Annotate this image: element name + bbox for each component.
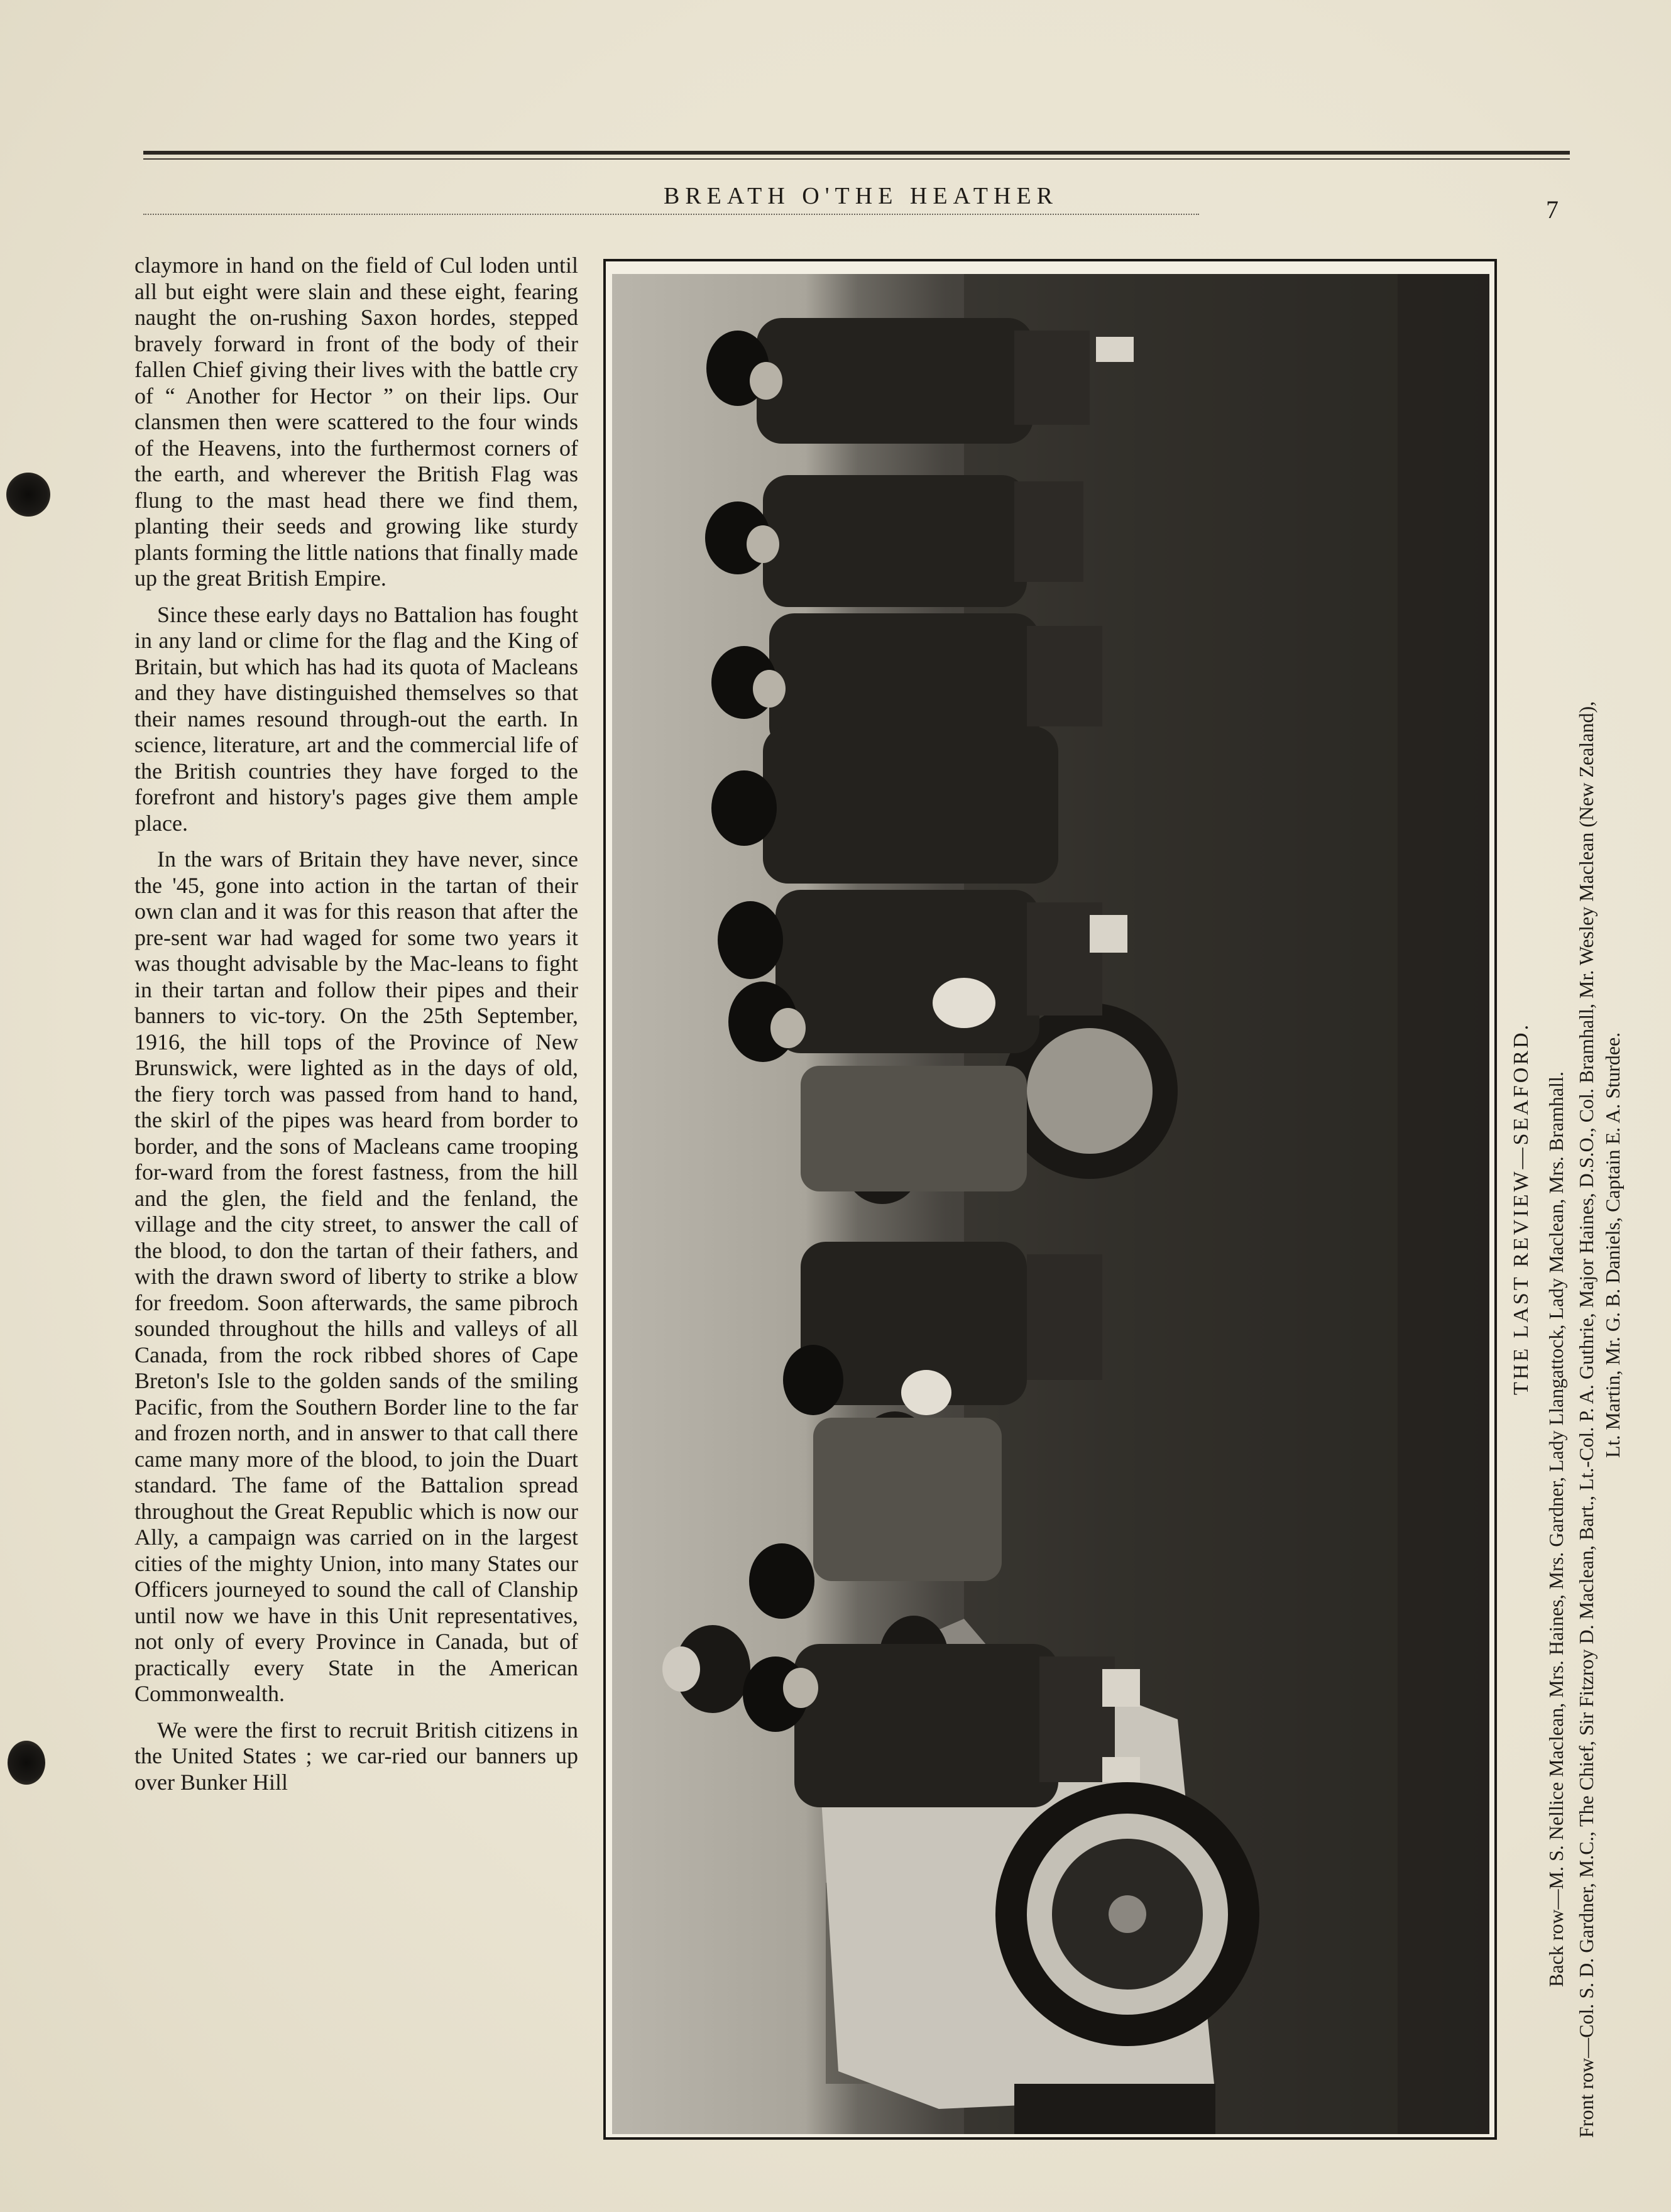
running-head: BREATH O'THE HEATHER — [663, 183, 1059, 209]
paragraph-3: In the wars of Britain they have never, since the '45, gone into action in the tartan of their own clan and it was for this reason that after the pre-sent war had waged for some two years it was thought advisable by the Mac-leans to fight in their tartan and follow their pipes and their banners to vic-tory. On the 25th September, 1916, the hill tops of the Province of New Brunswick, were lighted as in the days of old, the fiery torch was passed from hand to hand, the skirl of the pipes was heard from border to border, and the sons of Macleans came trooping for-ward from the forest fastness, from the hill and the glen, the field and the fenland, the village and the city street, to answer the call of the blood, to don the tartan of their fathers, and with the drawn sword of liberty to strike a blow for freedom. Soon afterwards, the same pibroch sounded throughout the hills and valleys of all Canada, from the rock ribbed shores of Cape Breton's Isle to the golden sands of the smiling Pacific, from the Southern Border line to the far and frozen north, and in answer to that call there came many more of the blood, to join the Duart standard. The fame of the Battalion spread throughout the Great Republic which is now our Ally, a campaign was carried on in the largest cities of the mighty Union, into many States our Officers journeyed to sound the call of Clanship until now we have in this Unit representatives, not only of every Province in Canada, but of practically every State in the American Commonwealth. — [134, 846, 578, 1706]
caption-front-row: Front row—Col. S. D. Gardner, M.C., The Chief, Sir Fitzroy D. Maclean, Bart., Lt.-Col. P. A. Guthrie, Major Haines, D.S.O., Col. Bramhall, Mr. Wesley Maclean (New Zealand), — [1575, 701, 1597, 2138]
paragraph-4: We were the first to recruit British citizens in the United States ; we car-ried our banners up over Bunker Hill — [134, 1717, 578, 1795]
paragraph-1: claymore in hand on the field of Cul loden until all but eight were slain and these eight, fearing naught the on-rushing Saxon hordes, stepped bravely forward in front of the body of their fallen Chief giving their lives with the battle cry of “ Another for Hector ” on their lips. Our clansmen then were scattered to the four winds of the Heavens, into the furthermost corners of the earth, and wherever the British Flag was flung to the mast head there we find them, planting their seeds and growing like sturdy plants forming the little nations that finally made up the great British Empire. — [134, 253, 578, 591]
page-number: 7 — [1546, 195, 1559, 224]
caption-back-row: Back row—M. S. Nellice Maclean, Mrs. Haines, Mrs. Gardner, Lady Llangattock, Lady Maclean, Mrs. Bramhall. — [1545, 1071, 1567, 1987]
caption-front-row-cont: Lt. Martin, Mr. G. B. Daniels, Captain E. A. Sturdee. — [1601, 1032, 1624, 1458]
header-rule-thin — [143, 158, 1570, 160]
binding-hole-top — [6, 473, 50, 517]
photograph-illustration — [612, 274, 1489, 2134]
caption-title: THE LAST REVIEW—SEAFORD. — [1509, 1022, 1533, 1395]
paragraph-2: Since these early days no Battalion has fought in any land or clime for the flag and the King of Britain, but which has had its quota of Macleans and they have distinguished themselves so that their names resound through-out the earth. In science, literature, art and the commercial life of the British countries they have forged to the forefront and history's pages give them ample place. — [134, 601, 578, 836]
header-rule-thick — [143, 151, 1570, 155]
binding-hole-bottom — [8, 1741, 45, 1785]
photo-caption — [1509, 264, 1648, 2149]
group-photograph — [612, 274, 1489, 2134]
header-rule-dotted — [143, 214, 1199, 215]
article-column — [134, 253, 578, 1805]
